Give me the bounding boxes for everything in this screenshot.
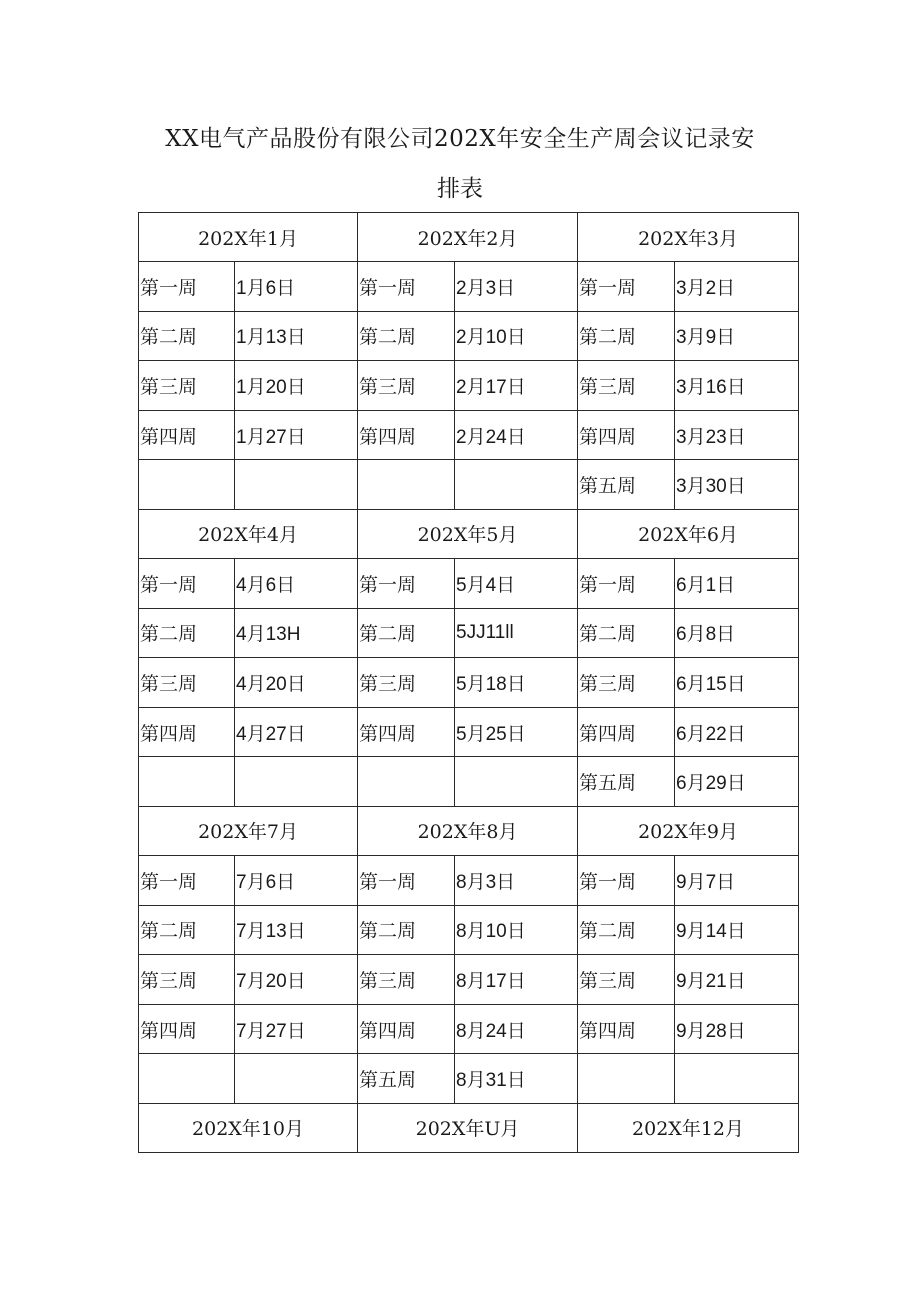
month-header-cell: 202X年1月 [139, 213, 358, 262]
meeting-date-cell [235, 460, 358, 510]
week-label-cell [139, 1054, 235, 1104]
week-label-cell: 第三周 [139, 955, 235, 1005]
meeting-date-cell: 7月20日 [235, 955, 358, 1005]
week-label-cell [139, 757, 235, 807]
week-label-cell: 第一周 [578, 855, 675, 905]
meeting-date-cell: 9月7日 [675, 855, 799, 905]
meeting-date-cell: 6月29日 [675, 757, 799, 807]
meeting-date-cell: 9月14日 [675, 905, 799, 955]
meeting-date-cell [455, 757, 578, 807]
week-label-cell [358, 757, 455, 807]
month-header-cell: 202X年3月 [578, 213, 799, 262]
week-row [139, 855, 799, 905]
week-row [139, 410, 799, 460]
meeting-date-cell: 5月4日 [455, 558, 578, 608]
meeting-date-cell: 6月15日 [675, 658, 799, 708]
week-row [139, 1054, 799, 1104]
week-row [139, 905, 799, 955]
meeting-date-cell: 4月6日 [235, 558, 358, 608]
meeting-date-cell: 1月6日 [235, 262, 358, 312]
week-label-cell: 第四周 [578, 707, 675, 757]
week-row [139, 262, 799, 312]
meeting-date-cell: 3月23日 [675, 410, 799, 460]
week-label-cell: 第三周 [578, 658, 675, 708]
month-header-cell: 202X年U月 [358, 1103, 578, 1152]
week-row [139, 955, 799, 1005]
week-label-cell: 第三周 [139, 658, 235, 708]
meeting-date-cell: 5JJ11ll [455, 608, 578, 658]
meeting-schedule-table [138, 212, 799, 1153]
week-row [139, 361, 799, 411]
meeting-date-cell: 8月3日 [455, 855, 578, 905]
week-row [139, 658, 799, 708]
week-label-cell: 第四周 [578, 1004, 675, 1054]
meeting-date-cell: 4月27日 [235, 707, 358, 757]
week-label-cell: 第二周 [139, 608, 235, 658]
month-header-cell: 202X年10月 [139, 1103, 358, 1152]
meeting-date-cell: 7月13日 [235, 905, 358, 955]
meeting-date-cell: 8月31日 [455, 1054, 578, 1104]
month-header-cell: 202X年6月 [578, 509, 799, 558]
week-label-cell: 第三周 [578, 955, 675, 1005]
week-row [139, 707, 799, 757]
meeting-date-cell: 1月13日 [235, 311, 358, 361]
week-label-cell: 第一周 [139, 558, 235, 608]
week-label-cell: 第四周 [139, 1004, 235, 1054]
week-label-cell: 第二周 [139, 905, 235, 955]
week-label-cell: 第二周 [358, 311, 455, 361]
meeting-date-cell: 2月3日 [455, 262, 578, 312]
week-label-cell [358, 460, 455, 510]
meeting-date-cell: 2月17日 [455, 361, 578, 411]
week-label-cell: 第四周 [578, 410, 675, 460]
week-label-cell [139, 460, 235, 510]
week-label-cell: 第五周 [578, 757, 675, 807]
meeting-date-cell: 5月18日 [455, 658, 578, 708]
week-label-cell: 第二周 [358, 608, 455, 658]
month-header-row [139, 213, 799, 262]
week-label-cell: 第三周 [578, 361, 675, 411]
week-label-cell: 第五周 [358, 1054, 455, 1104]
month-header-cell: 202X年2月 [358, 213, 578, 262]
meeting-date-cell: 6月22日 [675, 707, 799, 757]
meeting-date-cell: 4月13H [235, 608, 358, 658]
week-label-cell: 第一周 [358, 262, 455, 312]
week-label-cell: 第三周 [358, 658, 455, 708]
month-header-cell: 202X年4月 [139, 509, 358, 558]
schedule-body [139, 213, 799, 1153]
meeting-date-cell: 3月9日 [675, 311, 799, 361]
meeting-date-cell: 1月27日 [235, 410, 358, 460]
meeting-date-cell: 3月2日 [675, 262, 799, 312]
month-header-cell: 202X年12月 [578, 1103, 799, 1152]
meeting-date-cell: 6月8日 [675, 608, 799, 658]
week-label-cell: 第四周 [358, 707, 455, 757]
week-label-cell: 第三周 [358, 955, 455, 1005]
meeting-date-cell: 3月16日 [675, 361, 799, 411]
week-label-cell [578, 1054, 675, 1104]
week-label-cell: 第一周 [578, 262, 675, 312]
meeting-date-cell: 8月24日 [455, 1004, 578, 1054]
meeting-date-cell: 8月17日 [455, 955, 578, 1005]
week-label-cell: 第四周 [358, 1004, 455, 1054]
meeting-date-cell: 7月27日 [235, 1004, 358, 1054]
week-label-cell: 第三周 [358, 361, 455, 411]
week-label-cell: 第五周 [578, 460, 675, 510]
document-title-line-2: 排表 [437, 176, 483, 202]
month-header-cell: 202X年7月 [139, 806, 358, 855]
meeting-date-cell: 2月10日 [455, 311, 578, 361]
month-header-cell: 202X年9月 [578, 806, 799, 855]
meeting-date-cell: 7月6日 [235, 855, 358, 905]
week-row [139, 311, 799, 361]
week-row [139, 757, 799, 807]
document-title-line-1: XX电气产品股份有限公司202X年安全生产周会议记录安 [165, 126, 755, 152]
meeting-date-cell [675, 1054, 799, 1104]
month-header-row [139, 1103, 799, 1152]
week-label-cell: 第三周 [139, 361, 235, 411]
meeting-date-cell: 1月20日 [235, 361, 358, 411]
week-row [139, 1004, 799, 1054]
meeting-date-cell: 5月25日 [455, 707, 578, 757]
month-header-row [139, 509, 799, 558]
week-label-cell: 第四周 [139, 410, 235, 460]
week-label-cell: 第二周 [358, 905, 455, 955]
week-label-cell: 第一周 [358, 558, 455, 608]
month-header-row [139, 806, 799, 855]
week-label-cell: 第二周 [139, 311, 235, 361]
meeting-date-cell: 8月10日 [455, 905, 578, 955]
week-row [139, 460, 799, 510]
meeting-date-cell: 3月30日 [675, 460, 799, 510]
meeting-date-cell [235, 757, 358, 807]
meeting-date-cell: 9月21日 [675, 955, 799, 1005]
week-row [139, 558, 799, 608]
week-label-cell: 第一周 [578, 558, 675, 608]
meeting-date-cell: 6月1日 [675, 558, 799, 608]
meeting-date-cell [455, 460, 578, 510]
week-label-cell: 第四周 [139, 707, 235, 757]
week-label-cell: 第一周 [358, 855, 455, 905]
meeting-date-cell: 4月20日 [235, 658, 358, 708]
week-label-cell: 第二周 [578, 608, 675, 658]
meeting-date-cell [235, 1054, 358, 1104]
week-row [139, 608, 799, 658]
week-label-cell: 第四周 [358, 410, 455, 460]
month-header-cell: 202X年8月 [358, 806, 578, 855]
week-label-cell: 第二周 [578, 905, 675, 955]
week-label-cell: 第一周 [139, 262, 235, 312]
week-label-cell: 第二周 [578, 311, 675, 361]
month-header-cell: 202X年5月 [358, 509, 578, 558]
meeting-date-cell: 2月24日 [455, 410, 578, 460]
week-label-cell: 第一周 [139, 855, 235, 905]
meeting-date-cell: 9月28日 [675, 1004, 799, 1054]
